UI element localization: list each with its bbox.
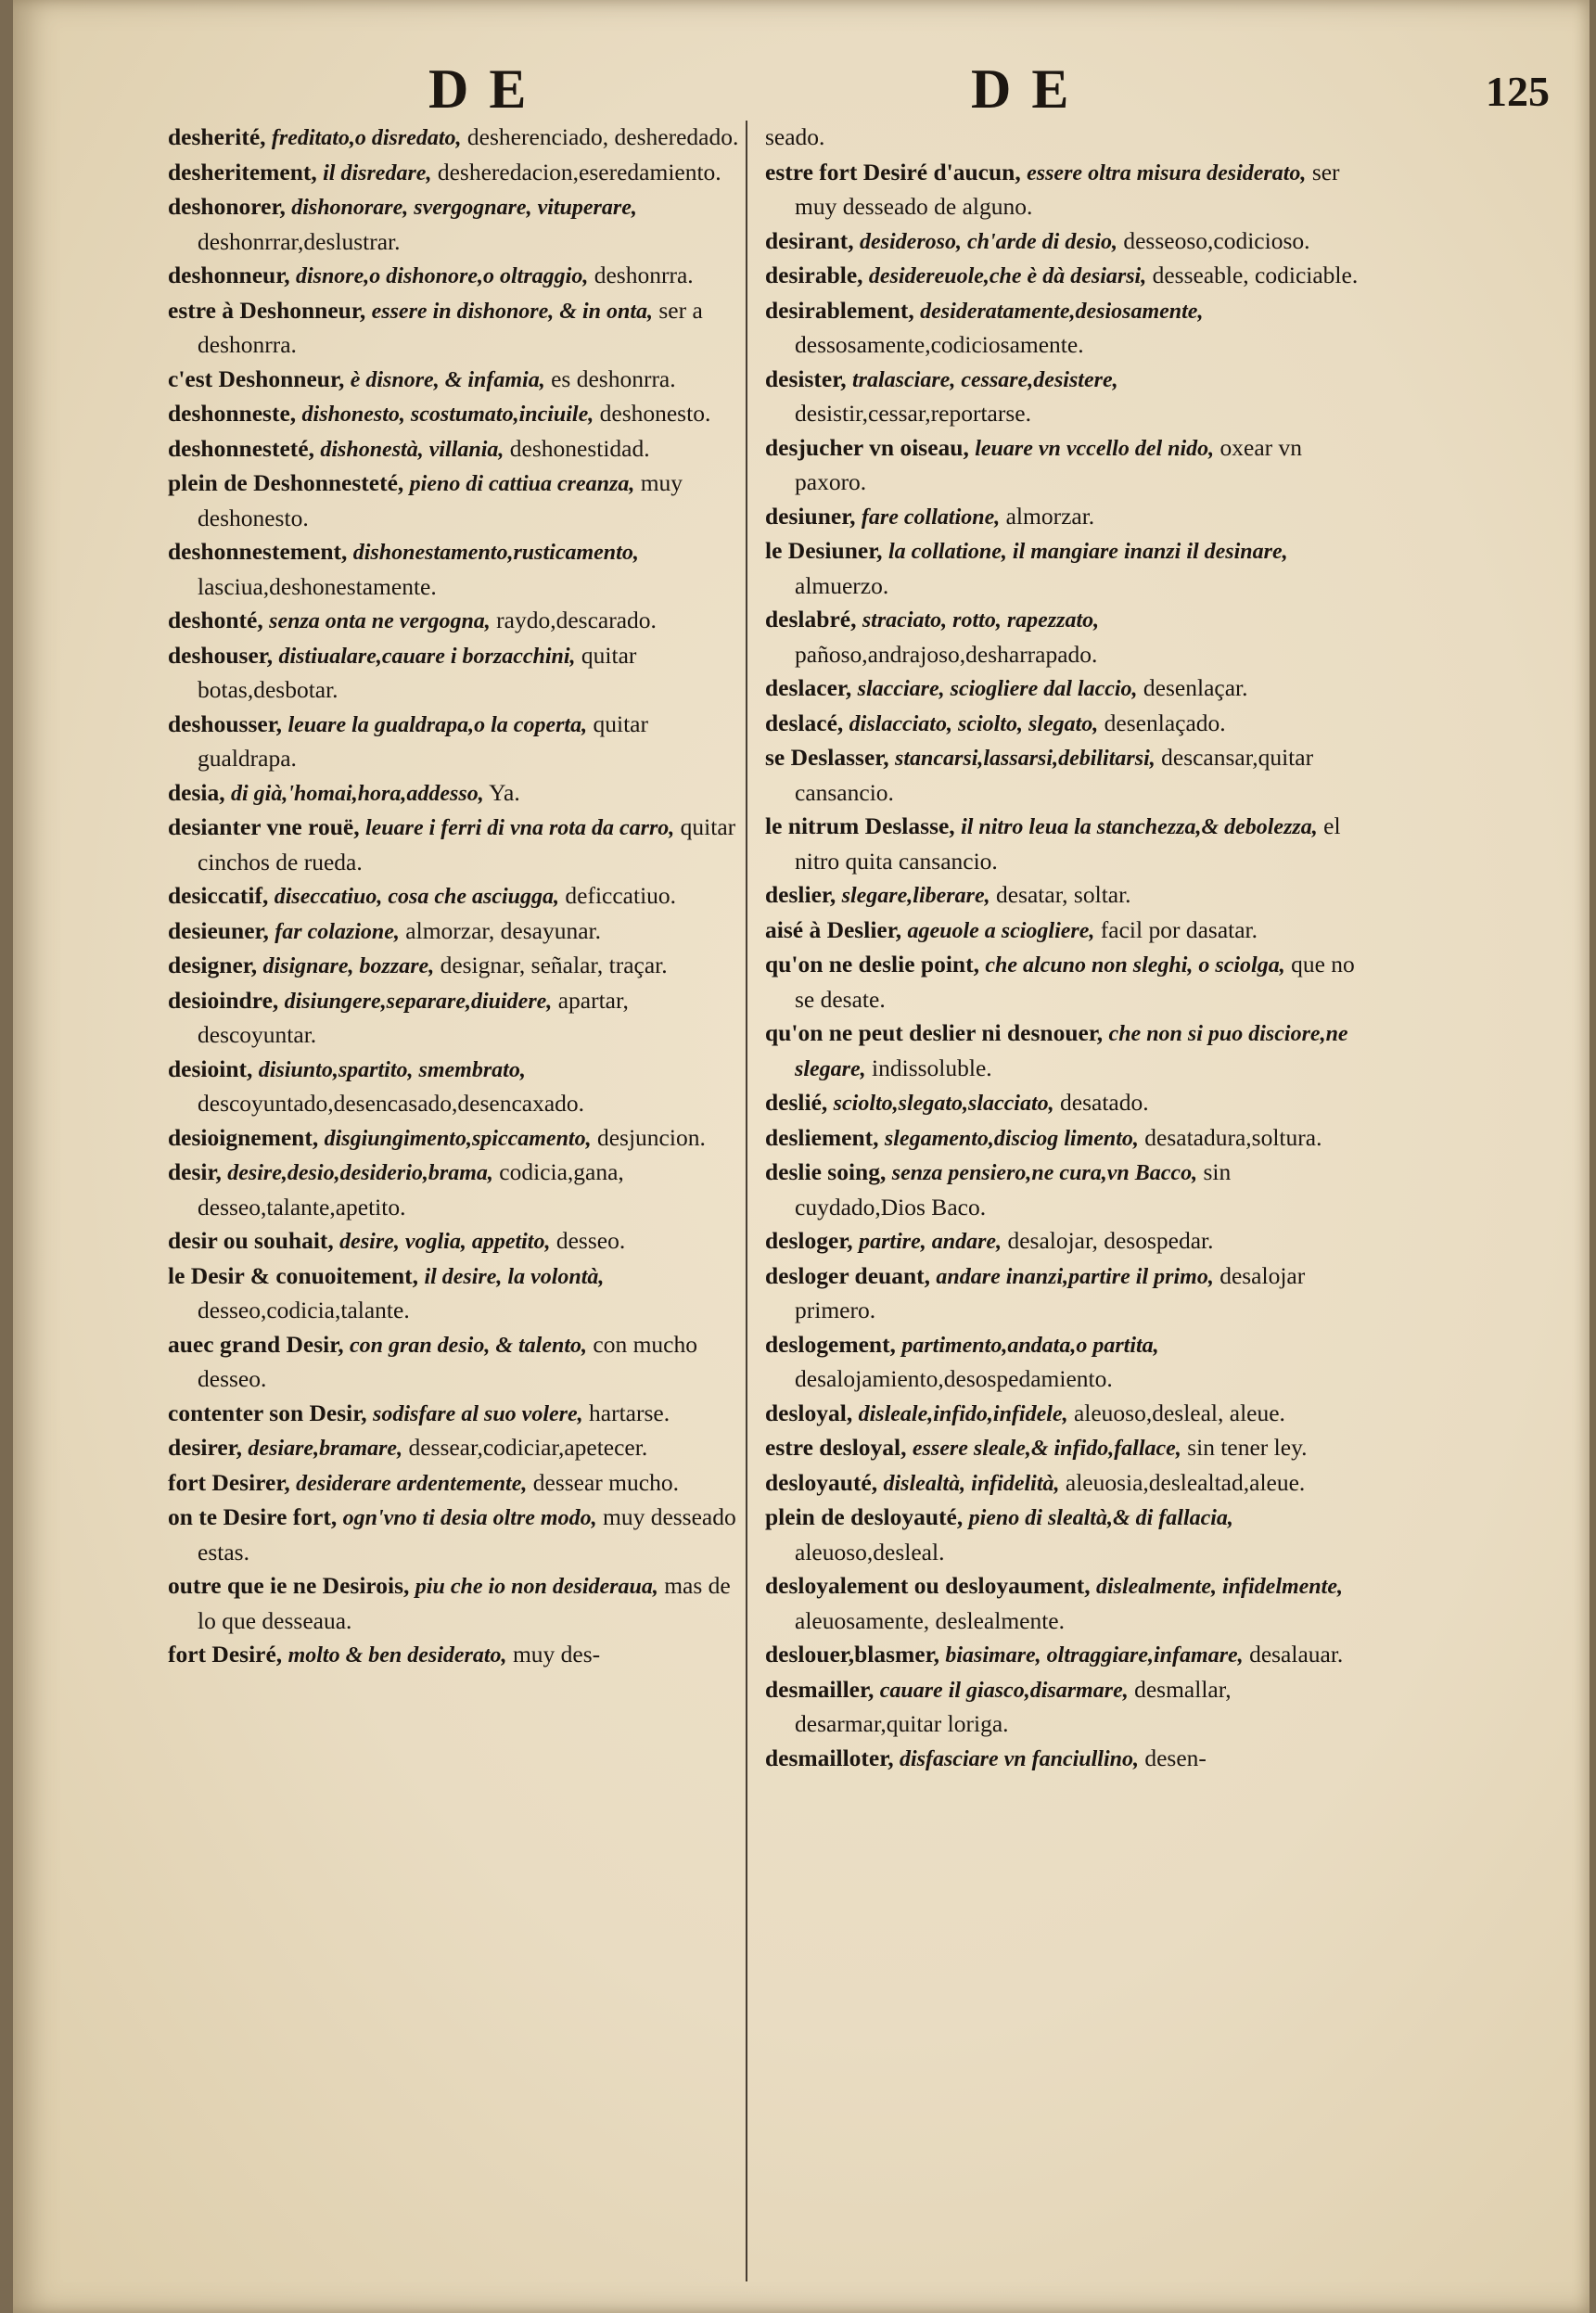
entry-spanish: descansar,quitar cansancio. [795, 744, 1314, 806]
dictionary-entry [765, 1016, 1359, 1086]
dictionary-entry [168, 294, 747, 363]
entry-headword: desliement, [765, 1123, 879, 1151]
entry-italian: desiare,bramare, [248, 1437, 403, 1461]
entry-spanish: el nitro quita cansancio. [795, 812, 1341, 875]
entry-italian: slegamento,disciog limento, [884, 1126, 1139, 1151]
entry-headword: desheritement, [168, 158, 317, 185]
entry-headword: le nitrum Deslasse, [765, 812, 955, 839]
entry-headword: desir ou souhait, [168, 1227, 334, 1254]
entry-italian: biasimare, oltraggiare,infamare, [945, 1643, 1244, 1668]
right-column [765, 121, 1359, 2272]
dictionary-entry [168, 949, 747, 984]
entry-headword: designer, [168, 952, 258, 978]
entry-spanish: facil por dasatar. [1100, 915, 1258, 943]
entry-spanish: aleuosia,deslealtad,aleue. [1065, 1468, 1306, 1496]
dictionary-entry [765, 1673, 1359, 1742]
entry-headword: le Desiuner, [765, 537, 883, 564]
dictionary-entry [168, 879, 747, 914]
entry-italian: il nitro leua la stanchezza,& debolezza, [961, 815, 1318, 839]
entry-italian: partimento,andata,o partita, [901, 1333, 1159, 1358]
entry-headword: deslié, [765, 1089, 828, 1116]
entry-spanish: desalojar, desospedar. [1007, 1227, 1214, 1254]
dictionary-entry [765, 1431, 1359, 1466]
entry-spanish: sin tener ley. [1187, 1434, 1308, 1461]
entry-headword: auec grand Desir, [168, 1330, 344, 1358]
entry-headword: desirer, [168, 1434, 243, 1461]
entry-italian: è disnore, & infamia, [350, 367, 545, 392]
entry-italian: sciolto,slegato,slacciato, [833, 1092, 1054, 1116]
dictionary-entry [168, 1259, 747, 1328]
dictionary-entry [168, 776, 747, 811]
entry-spanish: desatar, soltar. [996, 881, 1131, 908]
entry-italian: straciato, rotto, rapezzato, [862, 608, 1100, 633]
entry-spanish: desalojar primero. [795, 1261, 1306, 1323]
entry-italian: che alcuno non sleghi, o sciolga, [985, 953, 1285, 978]
entry-italian: ogn'vno ti desia oltre modo, [342, 1506, 597, 1530]
entry-headword: plein de desloyauté, [765, 1503, 964, 1530]
entry-italian: partire, andare, [859, 1230, 1002, 1254]
dictionary-entry [168, 1328, 747, 1397]
entry-headword: desloger deuant, [765, 1261, 931, 1289]
entry-headword: deshonté, [168, 607, 263, 633]
running-header [13, 58, 1590, 122]
entry-italian: ageuole a sciogliere, [907, 918, 1095, 943]
dictionary-entry [765, 741, 1359, 810]
dictionary-entry [765, 500, 1359, 535]
left-running-head: DE [428, 58, 547, 120]
entry-headword: desmailloter, [765, 1744, 894, 1771]
dictionary-entry [168, 121, 747, 156]
entry-headword: deslacer, [765, 674, 852, 701]
entry-italian: di già,'homai,hora,addesso, [231, 781, 484, 806]
dictionary-entry [168, 1053, 747, 1121]
entry-spanish: dessosamente,codiciosamente. [795, 331, 1084, 358]
entry-spanish: desherenciado, desheredado. [466, 123, 739, 150]
entry-headword: deslier, [765, 881, 836, 908]
dictionary-entry [765, 363, 1359, 431]
entry-headword: desherité, [168, 123, 266, 150]
entry-italian: desiderare ardentemente, [296, 1471, 528, 1496]
entry-spanish: dessear,codiciar,apetecer. [408, 1434, 648, 1461]
entry-italian: leuare i ferri di vna rota da carro, [364, 816, 675, 840]
dictionary-entry [765, 534, 1359, 603]
entry-headword: desioignement, [168, 1123, 319, 1151]
entry-spanish: deshonrra. [594, 262, 694, 288]
entry-headword: desirablement, [765, 296, 914, 324]
entry-spanish: muy deshonesto. [198, 469, 683, 531]
entry-spanish: Ya. [489, 778, 520, 806]
dictionary-entry [765, 1501, 1359, 1569]
entry-italian: tralasciare, cessare,desistere, [851, 367, 1118, 392]
entry-spanish: pañoso,andrajoso,desharrapado. [795, 640, 1098, 668]
dictionary-entry [765, 1224, 1359, 1259]
entry-italian: leuare la gualdrapa,o la coperta, [287, 712, 588, 737]
entry-italian: essere sleale,& infido,fallace, [912, 1437, 1181, 1461]
column-divider [746, 121, 747, 2281]
entry-spanish: raydo,descarado. [496, 607, 657, 633]
entry-italian: che non si puo disciore,ne slegare, [795, 1022, 1348, 1081]
dictionary-entry [765, 294, 1359, 363]
entry-spanish: desalojamiento,desospedamiento. [795, 1365, 1113, 1392]
dictionary-entry [168, 535, 747, 604]
entry-italian: piu che io non desideraua, [415, 1575, 658, 1599]
dictionary-entry [765, 707, 1359, 742]
dictionary-entry [168, 466, 747, 535]
entry-headword: le Desir & conuoitement, [168, 1261, 419, 1289]
entry-headword: desloyal, [765, 1399, 853, 1426]
dictionary-entry [765, 1086, 1359, 1121]
entry-italian: dishonestamento,rusticamento, [352, 541, 639, 565]
entry-spanish: indissoluble. [872, 1054, 992, 1081]
dictionary-entry [765, 878, 1359, 914]
dictionary-entry [168, 639, 747, 708]
entry-spanish: ser muy desseado de alguno. [795, 158, 1340, 220]
entry-headword: desloger, [765, 1227, 853, 1254]
dictionary-entry [765, 1397, 1359, 1432]
entry-spanish: desmallar, desarmar,quitar loriga. [795, 1675, 1232, 1737]
entry-italian: disiungere,separare,diuidere, [284, 989, 553, 1014]
dictionary-entry [765, 121, 1359, 156]
entry-italian: essere oltra misura desiderato, [1027, 160, 1307, 185]
dictionary-entry [765, 1121, 1359, 1156]
entry-italian: molto & ben desiderato, [287, 1643, 507, 1668]
entry-italian: disiunto,spartito, smembrato, [258, 1057, 526, 1082]
entry-italian: disignare, bozzare, [262, 954, 435, 978]
entry-italian: cauare il giasco,disarmare, [879, 1678, 1129, 1703]
entry-headword: desirant, [765, 226, 854, 254]
dictionary-entry [168, 397, 747, 432]
entry-headword: desieuner, [168, 916, 269, 944]
entry-headword: fort Desirer, [168, 1468, 290, 1496]
entry-spanish: quitar cinchos de rueda. [198, 813, 736, 875]
entry-italian: desire,desio,desiderio,brama, [227, 1161, 493, 1185]
entry-headword: se Deslasser, [765, 744, 889, 771]
entry-spanish: desjuncion. [596, 1123, 706, 1151]
dictionary-entry [765, 1328, 1359, 1397]
entry-italian: dislealtà, infidelità, [883, 1471, 1060, 1496]
entry-headword: estre desloyal, [765, 1434, 907, 1461]
entry-italian: senza onta ne vergogna, [269, 609, 491, 633]
entry-spanish: aleuoso,desleal, aleue. [1073, 1399, 1285, 1426]
dictionary-entry [765, 914, 1359, 949]
dictionary-entry [168, 1569, 747, 1638]
entry-spanish: deshonestidad. [509, 434, 650, 462]
entry-spanish: ser a deshonrra. [198, 296, 703, 358]
dictionary-entry [168, 1638, 747, 1673]
entry-italian: desideroso, ch'arde di desio, [860, 229, 1117, 254]
entry-italian: dislacciato, sciolto, slegato, [849, 711, 1099, 736]
entry-italian: dishonorare, svergognare, vituperare, [291, 196, 637, 220]
entry-headword: deslacé, [765, 709, 844, 736]
dictionary-entry [168, 914, 747, 950]
entry-italian: slacciare, sciogliere dal laccio, [857, 677, 1138, 701]
entry-headword: desloyauté, [765, 1468, 878, 1496]
entry-headword: fort Desiré, [168, 1641, 283, 1668]
entry-headword: deslogement, [765, 1330, 896, 1358]
entry-spanish: almorzar, desayunar. [405, 916, 601, 944]
entry-italian: freditato,o disredato, [271, 126, 462, 150]
dictionary-entry [168, 1397, 747, 1432]
entry-spanish: aleuosamente, deslealmente. [795, 1606, 1065, 1634]
entry-headword: desiccatif, [168, 882, 269, 909]
entry-headword: deshonorer, [168, 193, 286, 220]
entry-italian: slegare,liberare, [841, 884, 990, 908]
entry-italian: leuare vn vccello del nido, [975, 436, 1215, 461]
entry-headword: qu'on ne peut deslier ni desnouer, [765, 1019, 1104, 1046]
entry-spanish: descoyuntado,desencasado,desencaxado. [198, 1090, 585, 1117]
dictionary-entry [765, 1742, 1359, 1777]
entry-spanish: codicia,gana, desseo,talante,apetito. [198, 1158, 624, 1220]
dictionary-entry [765, 156, 1359, 224]
entry-spanish: designar, señalar, traçar. [440, 952, 668, 978]
entry-headword: deshonnestement, [168, 538, 348, 565]
entry-italian: diseccatiuo, cosa che asciugga, [274, 885, 560, 909]
entry-italian: essere in dishonore, & in onta, [371, 299, 653, 324]
entry-spanish: desseoso,codicioso. [1123, 226, 1310, 254]
dictionary-entry [765, 1259, 1359, 1328]
entry-headword: deslie soing, [765, 1158, 887, 1185]
entry-spanish: desatadura,soltura. [1144, 1123, 1322, 1151]
entry-italian: dislealmente, infidelmente, [1096, 1575, 1343, 1599]
entry-spanish: desheredacion,eseredamiento. [437, 158, 721, 185]
left-column [168, 121, 747, 2272]
entry-spanish: dessear mucho. [532, 1468, 679, 1496]
entry-spanish: desseo. [555, 1227, 626, 1254]
entry-headword: desmailler, [765, 1675, 875, 1703]
entry-spanish: quitar botas,desbotar. [198, 641, 637, 703]
entry-italian: disnore,o dishonore,o oltraggio, [295, 264, 589, 288]
page-number: 125 [1486, 68, 1550, 115]
entry-spanish: desenlaçado. [1104, 709, 1226, 736]
entry-spanish: desenlaçar. [1143, 674, 1248, 701]
entry-spanish: con mucho desseo. [198, 1330, 697, 1392]
entry-headword: desirable, [765, 262, 863, 288]
dictionary-entry [765, 431, 1359, 500]
entry-italian: desideratamente,desiosamente, [920, 299, 1204, 324]
entry-headword: desianter vne rouë, [168, 813, 360, 840]
entry-spanish: desalauar. [1249, 1641, 1344, 1668]
dictionary-page [13, 0, 1590, 2313]
entry-italian: dishonesto, scostumato,inciuile, [301, 403, 594, 427]
entry-italian: pieno di cattiua creanza, [409, 472, 635, 496]
dictionary-entry [168, 1156, 747, 1224]
entry-spanish: oxear vn paxoro. [795, 433, 1303, 495]
dictionary-entry [168, 156, 747, 191]
entry-headword: desiuner, [765, 502, 856, 530]
entry-spanish: deshonrrar,deslustrar. [198, 227, 401, 255]
entry-spanish: muy desseado estas. [198, 1503, 736, 1565]
entry-headword: deslouer,blasmer, [765, 1641, 939, 1668]
entry-headword: desjucher vn oiseau, [765, 433, 969, 461]
entry-spanish: desatado. [1060, 1089, 1149, 1116]
entry-spanish: muy des- [512, 1641, 601, 1668]
entry-spanish: sin cuydado,Dios Baco. [795, 1158, 1232, 1220]
entry-headword: estre fort Desiré d'aucun, [765, 158, 1021, 185]
right-running-head: DE [971, 58, 1090, 120]
entry-italian: il disredare, [323, 160, 432, 185]
entry-headword: estre à Deshonneur, [168, 296, 366, 324]
dictionary-entry [765, 224, 1359, 260]
dictionary-entry [765, 603, 1359, 671]
dictionary-entry [765, 1156, 1359, 1224]
entry-italian: disfasciare vn fanciullino, [899, 1746, 1139, 1771]
entry-italian: stancarsi,lassarsi,debilitarsi, [895, 747, 1156, 771]
entry-italian: pieno di slealtà,& di fallacia, [968, 1506, 1233, 1530]
dictionary-entry [765, 671, 1359, 707]
entry-headword: outre que ie ne Desirois, [168, 1572, 410, 1599]
dictionary-entry [168, 432, 747, 467]
entry-spanish: seado. [765, 123, 825, 150]
entry-italian: fare collatione, [861, 505, 1001, 530]
entry-spanish: almorzar. [1005, 502, 1095, 530]
entry-headword: desioint, [168, 1054, 253, 1082]
entry-headword: deshonneste, [168, 400, 297, 427]
entry-spanish: desen- [1144, 1744, 1207, 1771]
entry-headword: deshonneur, [168, 262, 290, 288]
entry-italian: disleale,infido,infidele, [858, 1401, 1068, 1426]
entry-spanish: desseable, codiciable. [1152, 262, 1359, 288]
entry-italian: disgiungimento,spiccamento, [324, 1126, 592, 1151]
entry-spanish: almuerzo. [795, 571, 889, 599]
dictionary-entry [765, 1569, 1359, 1638]
entry-headword: on te Desire fort, [168, 1503, 338, 1530]
dictionary-entry [168, 363, 747, 398]
entry-headword: desister, [765, 364, 847, 392]
entry-spanish: es deshonrra. [551, 364, 676, 392]
entry-italian: sodisfare al suo volere, [372, 1401, 583, 1426]
entry-headword: aisé à Deslier, [765, 915, 902, 943]
dictionary-entry [168, 1121, 747, 1156]
dictionary-entry [168, 1224, 747, 1259]
entry-spanish: deficcatiuo. [565, 882, 677, 909]
dictionary-entry [168, 1501, 747, 1569]
dictionary-entry [168, 604, 747, 639]
entry-headword: desia, [168, 778, 225, 806]
entry-italian: il desire, la volontà, [424, 1264, 605, 1289]
entry-italian: andare inanzi,partire il primo, [936, 1264, 1214, 1289]
entry-headword: contenter son Desir, [168, 1399, 367, 1426]
entry-spanish: mas de lo que desseaua. [198, 1572, 731, 1634]
entry-italian: dishonestà, villania, [320, 437, 504, 462]
entry-spanish: aleuoso,desleal. [795, 1538, 945, 1565]
entry-headword: desioindre, [168, 986, 279, 1014]
dictionary-entry [168, 190, 747, 259]
entry-headword: deslabré, [765, 606, 857, 633]
entry-headword: desir, [168, 1158, 222, 1185]
entry-headword: deshousser, [168, 709, 283, 737]
entry-spanish: desseo,codicia,talante. [198, 1297, 410, 1323]
dictionary-entry [168, 984, 747, 1053]
entry-italian: la collatione, il mangiare inanzi il desinare, [887, 540, 1288, 564]
entry-spanish: quitar gualdrapa. [198, 709, 648, 772]
entry-spanish: lasciua,deshonestamente. [198, 572, 437, 600]
entry-italian: far colazione, [275, 919, 400, 944]
dictionary-entry [168, 811, 747, 879]
entry-italian: desidereuole,che è dà desiarsi, [868, 264, 1147, 288]
entry-spanish: hartarse. [589, 1399, 670, 1426]
entry-italian: con gran desio, & talento, [349, 1333, 588, 1358]
dictionary-entry [765, 1466, 1359, 1502]
entry-headword: c'est Deshonneur, [168, 364, 345, 392]
entry-headword: deshouser, [168, 641, 274, 669]
entry-italian: distiualare,cauare i borzacchini, [278, 644, 576, 669]
dictionary-entry [168, 708, 747, 776]
entry-headword: desloyalement ou desloyaument, [765, 1572, 1091, 1599]
dictionary-entry [765, 1638, 1359, 1673]
entry-spanish: deshonesto. [599, 400, 711, 427]
dictionary-entry [168, 1431, 747, 1466]
entry-spanish: apartar, descoyuntar. [198, 986, 629, 1048]
dictionary-entry [765, 810, 1359, 878]
dictionary-entry [168, 1466, 747, 1502]
dictionary-entry [168, 259, 747, 294]
entry-italian: desire, voglia, appetito, [339, 1230, 551, 1254]
entry-headword: deshonnesteté, [168, 434, 314, 462]
entry-headword: qu'on ne deslie point, [765, 951, 979, 978]
dictionary-entry [765, 948, 1359, 1016]
dictionary-entry [765, 259, 1359, 294]
entry-spanish: desistir,cessar,reportarse. [795, 400, 1031, 427]
entry-italian: senza pensiero,ne cura,vn Bacco, [891, 1161, 1198, 1185]
entry-spanish: que no se desate. [795, 951, 1355, 1013]
entry-headword: plein de Deshonnesteté, [168, 469, 404, 496]
